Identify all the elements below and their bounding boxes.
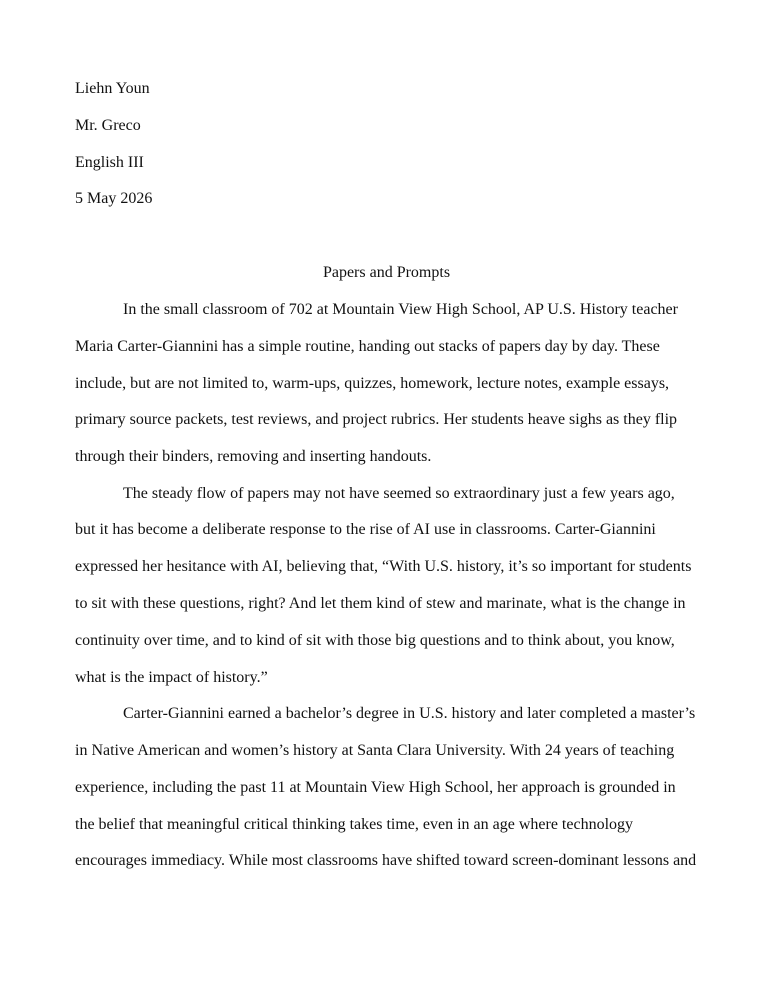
- paragraph-line: Carter-Giannini earned a bachelor’s degree in U.S. history and later completed a master’s: [123, 705, 696, 722]
- paragraph-line: continuity over time, and to kind of sit with those big questions and to think about, you know,: [75, 632, 675, 649]
- paragraph-line: Maria Carter-Giannini has a simple routine, handing out stacks of papers day by day. These: [75, 338, 660, 355]
- teacher-name: Mr. Greco: [75, 117, 141, 134]
- paragraph-line: what is the impact of history.”: [75, 669, 268, 686]
- paragraph-line: expressed her hesitance with AI, believing that, “With U.S. history, it’s so important for students: [75, 558, 692, 575]
- essay-title: Papers and Prompts: [322, 264, 451, 281]
- paragraph-line: in Native American and women’s history at Santa Clara University. With 24 years of teaching: [75, 742, 675, 759]
- course-name: English III: [75, 154, 144, 171]
- paragraph-line: include, but are not limited to, warm-ups, quizzes, homework, lecture notes, example essays,: [75, 375, 670, 392]
- paragraph-line: but it has become a deliberate response to the rise of AI use in classrooms. Carter-Giannini: [75, 521, 656, 538]
- essay-date: 5 May 2026: [75, 190, 153, 207]
- paragraph-line: primary source packets, test reviews, and project rubrics. Her students heave sighs as they flip: [75, 411, 678, 428]
- student-name: Liehn Youn: [75, 80, 150, 97]
- paragraph-line: to sit with these questions, right? And let them kind of stew and marinate, what is the change in: [75, 595, 686, 612]
- paragraph-line: through their binders, removing and inserting handouts.: [75, 448, 432, 465]
- paragraph-line: the belief that meaningful critical thinking takes time, even in an age where technology: [75, 816, 634, 833]
- paragraph-line: experience, including the past 11 at Mountain View High School, her approach is grounded in: [75, 779, 676, 796]
- paragraph-line: In the small classroom of 702 at Mountain View High School, AP U.S. History teacher: [123, 301, 678, 318]
- paragraph-line: encourages immediacy. While most classrooms have shifted toward screen-dominant lessons and: [75, 852, 697, 869]
- paragraph-line: The steady flow of papers may not have seemed so extraordinary just a few years ago,: [123, 485, 675, 502]
